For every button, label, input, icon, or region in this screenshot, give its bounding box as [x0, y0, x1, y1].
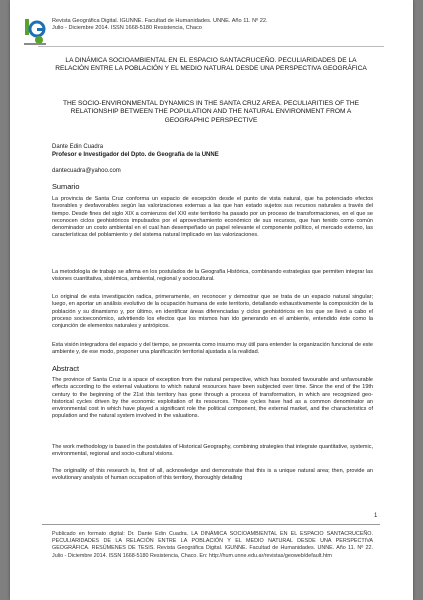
- abstract-paragraph: The work methodology is based in the postulates of Historical Geography, combining strategies that integrate quantitative, systemic, environmental, regional and socio-cultural visions.: [52, 444, 373, 458]
- journal-line-1: Revista Geográfica Digital. IGUNNE. Facultad de Humanidades. UNNE. Año 11. Nº 22.: [52, 18, 268, 24]
- header-rule: [38, 46, 384, 47]
- abstract-heading: Abstract: [52, 364, 80, 373]
- sumario-heading: Sumario: [52, 182, 80, 191]
- author-affiliation: Profesor e Investigador del Dpto. de Geografía de la UNNE: [52, 152, 219, 159]
- footer-rule: [42, 524, 380, 525]
- page-number: 1: [374, 513, 378, 519]
- sumario-paragraph: Lo original de esta investigación radica, primeramente, en reconocer y demostrar que se trata de un espacio natural singular; luego, en aportar un análisis evolutivo de la ocupación humana de este territorio, detallando exhaustivamente la composición de la población y su dinamismo y, por último, en identificar áreas diferenciadas y ciclos geohistóricos en los que se llevó a cabo el proceso socioeconómico, advirtiendo los efectos que los mismos han ido generando en el ambiente, entendido éste como la conjunción de elementos naturales y antrópicos.: [52, 294, 373, 330]
- title-spanish: LA DINÁMICA SOCIOAMBIENTAL EN EL ESPACIO SANTACRUCEÑO. PECULIARIDADES DE LA RELACIÓN ENTRE LA POBLACIÓN Y EL MEDIO NATURAL DESDE UNA PERSPECTIVA GEOGRÁFICA: [55, 57, 367, 73]
- abstract-paragraph: The originality of this research is, first of all, acknowledge and demonstrate that this is a unique natural area; then, provide an evolutionary analysis of human occupation of this territory, thoroughly detailing: [52, 468, 373, 482]
- journal-line-2: Julio - Diciembre 2014. ISSN 1668-5180 Resistencia, Chaco: [52, 25, 202, 32]
- sumario-paragraph: La provincia de Santa Cruz conforma un espacio de excepción desde el punto de vista natural, que ha potenciado efectos favorables y desfavorables según las valorizaciones externas a las que han estado sujetos sus recursos naturales a través del tiempo. Desde fines del siglo XIX a comienzos del XXI este territorio ha pasado por un proceso de transformaciones, en el que se reconocen ciclos geohistóricos impulsados por el aprovechamiento económico de sus recursos, que han tenido como común denominador un costo ambiental en el cual han desempeñado un papel relevante el componente político, el mercado externo, las características del poblamiento y del sistema natural implicado en las valorizaciones.: [52, 196, 373, 239]
- journal-info: [52, 18, 392, 32]
- abstract-paragraph: The province of Santa Cruz is a space of exception from the natural perspective, which has boosted favourable and unfavourable effects according to the external valuations to which natural resources have been subjected over time. Since the end of the 19th century to the beginning of the 21st this territory has gone through a process of transformation, in which are recognized geo-historical cycles driven by the economic exploitation of its resources. Those cycles have had as a common denominator an environmental cost in which have played a significant role the political component, the external market, and the characteristics of population and the natural system involved in the valuations.: [52, 377, 373, 420]
- sumario-paragraph: La metodología de trabajo se afirma en los postulados de la Geografía Histórica, combinando estrategias que permiten integrar las visiones cuantitativa, sistémica, ambiental, regional y sociocultural.: [52, 269, 373, 283]
- author-email: dantecuadra@yahoo.com: [52, 167, 121, 174]
- author-name: Dante Edin Cuadra: [52, 144, 104, 150]
- title-english: THE SOCIO-ENVIRONMENTAL DYNAMICS IN THE SANTA CRUZ AREA. PECULIARITIES OF THE RELATIONSHIP BETWEEN THE POPULATION AND THE NATURAL ENVIRONMENT FROM A GEOGRAPHIC PERSPECTIVE: [62, 100, 360, 124]
- publication-footer: Publicado en formato digital: Dr. Dante Edin Cuadra. LA DINÁMICA SOCIOAMBIENTAL EN EL ESPACIO SANTACRUCEÑO. PECULIARIDADES DE LA RELACIÓN ENTRE LA POBLACIÓN Y EL MEDIO NATURAL DESDE UNA PERSPECTIVA GEOGRÁFICA. RESÚMENES DE TESIS. Revista Geográfica Digital. IGUNNE. Facultad de Humanidades. UNNE. Año 11. Nº 22. Julio - Diciembre 2014. ISSN 1668-5180 Resistencia, Chaco. En: http://hum.unne.edu.ar/revistas/geoweb/default.htm: [52, 531, 373, 559]
- author-block: [52, 143, 372, 175]
- document-page: [10, 0, 413, 600]
- journal-header: [24, 16, 404, 50]
- igunne-logo: [24, 16, 46, 46]
- sumario-paragraph: Esta visión integradora del espacio y del tiempo, se presenta como insumo muy útil para entender la organización funcional de este ambiente y, de ese modo, proponer una planificación territorial ajustada a la realidad.: [52, 342, 373, 356]
